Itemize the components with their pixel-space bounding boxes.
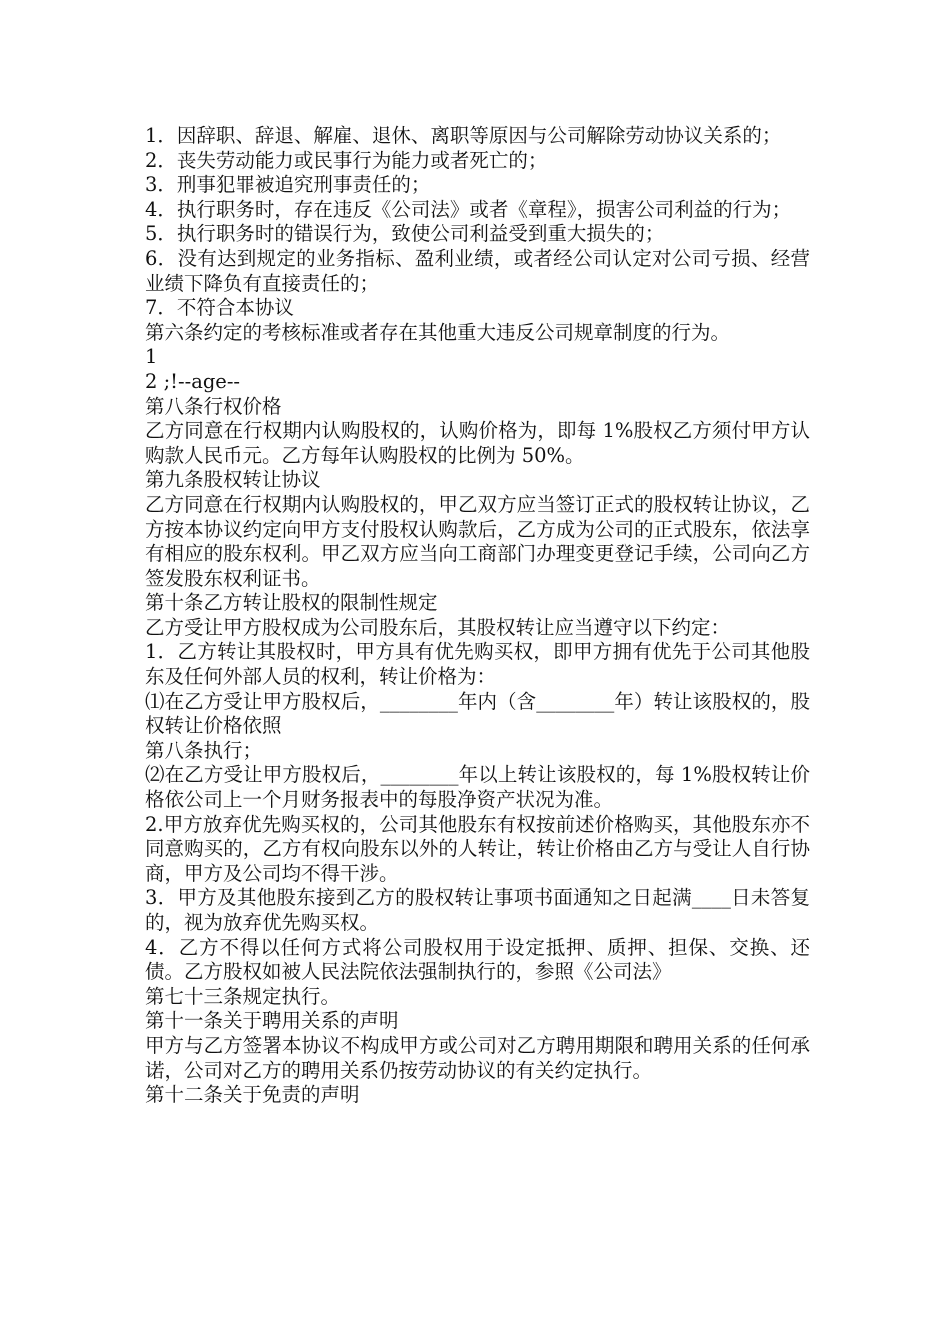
clause-line: 1．因辞职、辞退、解雇、退休、离职等原因与公司解除劳动协议关系的； <box>145 124 782 147</box>
page-marker: 1 <box>145 345 158 369</box>
clause-line: 4．执行职务时，存在违反《公司法》或者《章程》，损害公司利益的行为； <box>145 197 792 221</box>
clause-line: 第六条约定的考核标准或者存在其他重大违反公司规章制度的行为。 <box>145 320 731 344</box>
clause-line: 2.甲方放弃优先购买权的，公司其他股东有权按前述价格购买，其他股东亦不同意购买的，乙方有权向股东以外的人转让，转让价格由乙方与受让人自行协商，甲方及公司均不得干涉。 <box>145 812 810 885</box>
clause-line: 第七十三条规定执行。 <box>145 984 341 1008</box>
clause-line: 4．乙方不得以任何方式将公司股权用于设定抵押、质押、担保、交换、还债。乙方股权如被人民法院依法强制执行的，参照《公司法》 <box>145 935 810 984</box>
clause-line: 3．甲方及其他股东接到乙方的股权转让事项书面通知之日起满____日未答复的，视为放弃优先购买权。 <box>145 886 810 934</box>
paragraph: 乙方同意在行权期内认购股权的，认购价格为，即每 1%股权乙方须付甲方认购款人民币元。乙方每年认购股权的比例为 50%。 <box>145 419 810 467</box>
paragraph: 乙方受让甲方股权成为公司股东后，其股权转让应当遵守以下约定： <box>145 615 731 639</box>
section-heading: 第十二条关于免责的声明 <box>145 1083 360 1107</box>
section-heading: 第十一条关于聘用关系的声明 <box>145 1009 399 1033</box>
clause-line: 6．没有达到规定的业务指标、盈利业绩，或者经公司认定对公司亏损、经营业绩下降负有直接责任的； <box>145 246 810 295</box>
paragraph: 乙方同意在行权期内认购股权的，甲乙双方应当签订正式的股权转让协议，乙方按本协议约定向甲方支付股权认购款后，乙方成为公司的正式股东，依法享有相应的股东权利。甲乙双方应当向工商部门办理变更登记手续，公司向乙方签发股东权利证书。 <box>145 492 810 590</box>
clause-line: 2．丧失劳动能力或民事行为能力或者死亡的； <box>145 148 548 172</box>
clause-line: ⑵在乙方受让甲方股权后，________年以上转让该股权的，每 1%股权转让价格依公司上一个月财务报表中的每股净资产状况为准。 <box>145 763 810 812</box>
document-body <box>145 124 810 1108</box>
section-heading: 第九条股权转让协议 <box>145 468 321 492</box>
section-heading: 第八条行权价格 <box>145 394 282 418</box>
clause-line: 5．执行职务时的错误行为，致使公司利益受到重大损失的； <box>145 222 665 246</box>
clause-line: 1．乙方转让其股权时，甲方具有优先购买权，即甲方拥有优先于公司其他股东及任何外部人员的权利，转让价格为： <box>145 640 810 689</box>
clause-line: 7．不符合本协议 <box>145 296 294 320</box>
paragraph: 甲方与乙方签署本协议不构成甲方或公司对乙方聘用期限和聘用关系的任何承诺，公司对乙方的聘用关系仍按劳动协议的有关约定执行。 <box>145 1033 810 1082</box>
section-heading: 第十条乙方转让股权的限制性规定 <box>145 591 438 615</box>
clause-line: 第八条执行； <box>145 738 263 762</box>
clause-line: ⑴在乙方受让甲方股权后，________年内（含________年）转让该股权的，股权转让价格依照 <box>145 689 810 738</box>
page-marker: 2 ;!--age-- <box>145 369 241 393</box>
clause-line: 3．刑事犯罪被追究刑事责任的； <box>145 173 431 197</box>
